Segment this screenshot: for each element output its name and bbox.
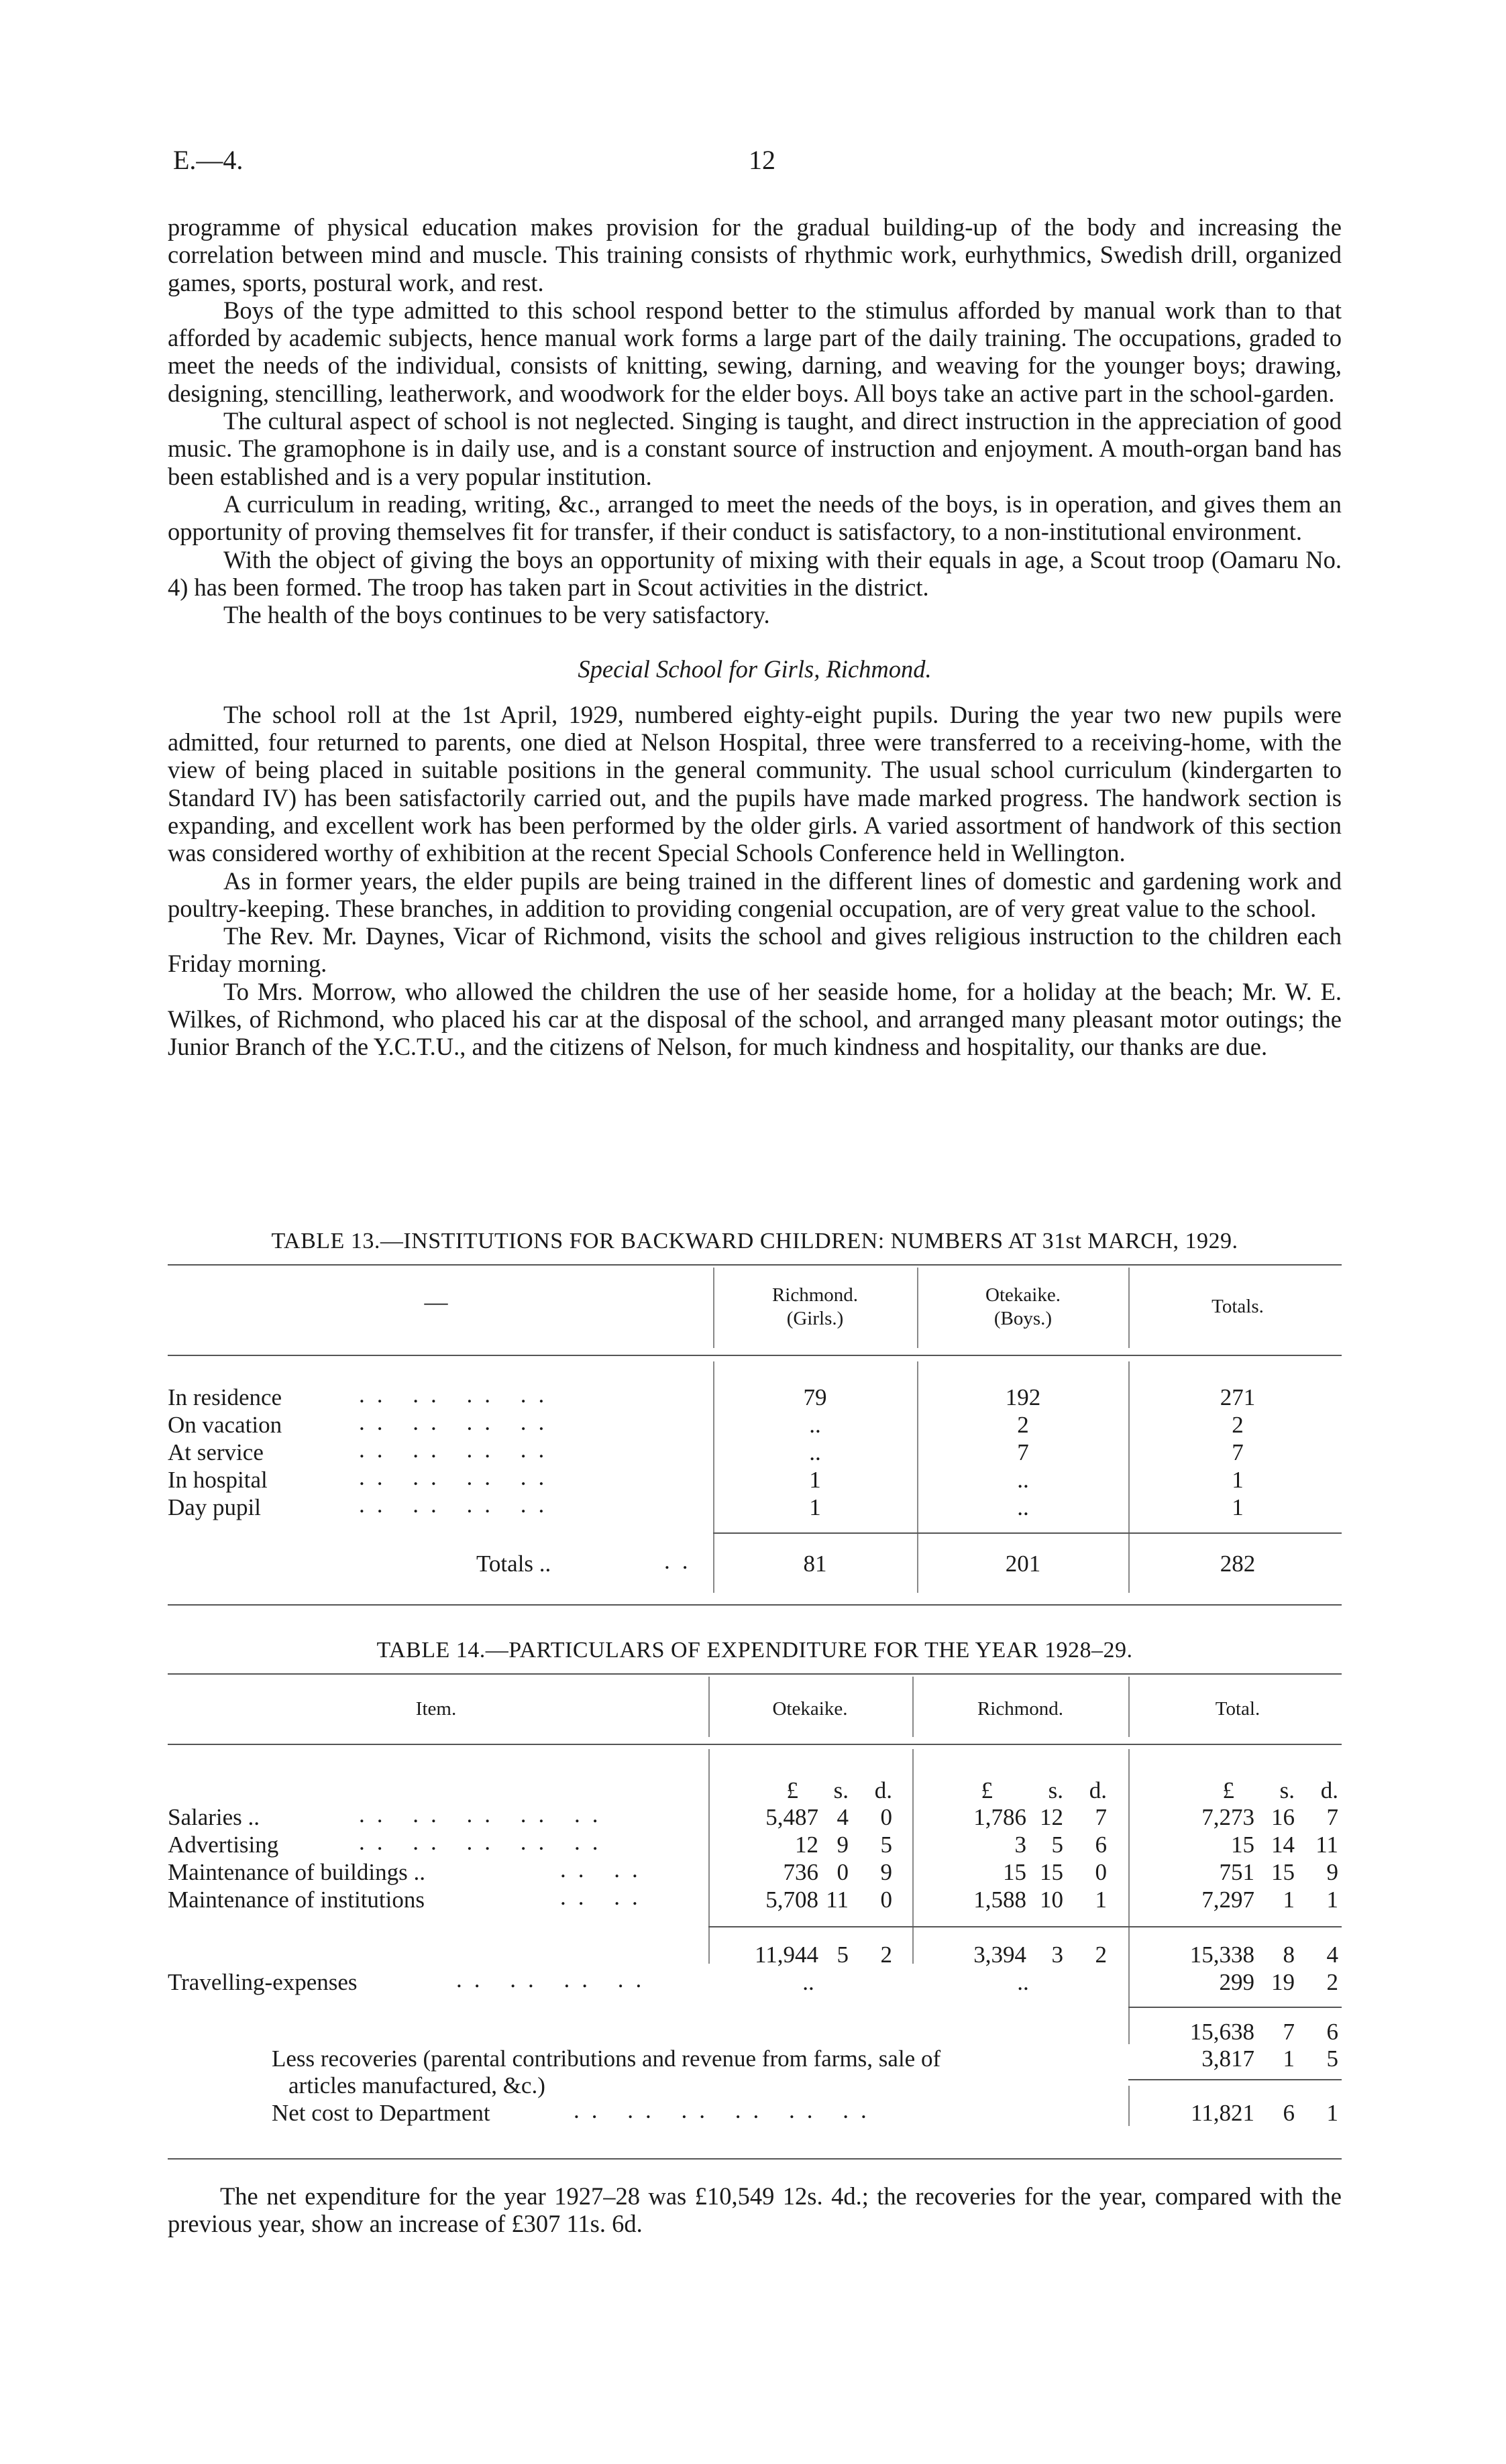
column-divider: [708, 1749, 710, 1964]
table-rule: [168, 1604, 1342, 1606]
totals-rule: [713, 1532, 1342, 1534]
cell-pounds: 1,786: [973, 1804, 1026, 1830]
unit-shillings: s.: [1048, 1777, 1063, 1803]
leader-dots: .. .. .. ..: [359, 1464, 557, 1490]
cell-empty: ..: [1017, 1969, 1029, 1995]
unit-pence: d.: [1320, 1777, 1338, 1803]
gross-rule: [1128, 2007, 1342, 2008]
less-pounds: 3,817: [1201, 2046, 1254, 2072]
totals-label: Totals ..: [476, 1551, 551, 1577]
footer-text: [168, 2182, 1342, 2238]
row-label: Travelling-expenses: [168, 1969, 358, 1995]
leader-dots: .. .. .. .. ..: [359, 1801, 610, 1828]
paragraph: programme of physical education makes provision for the gradual building-up of the body and increasing the correlation between mind and muscle. This training consists of rhythmic work, eurhythmics, Swedish drill, organized games, sports, postural work, and rest.: [168, 213, 1342, 296]
cell-otekaike: 7: [1017, 1439, 1029, 1465]
leader-dots: .. ..: [560, 1884, 650, 1910]
cell-pounds: 736: [783, 1859, 818, 1885]
row-label: Day pupil: [168, 1494, 262, 1520]
cell-otekaike: 192: [1005, 1384, 1041, 1410]
paragraph: To Mrs. Morrow, who allowed the children the use of her seaside home, for a holiday at the beach; Mr. W. E. Wilkes, of Richmond, who placed his car at the disposal of the school, and arranged many pleasant motor outings; the Junior Branch of the Y.C.T.U., and the citizens of Nelson, for much kindness and hospitality, our thanks are due.: [168, 977, 1342, 1061]
column-divider: [912, 1749, 914, 1964]
header-girls: (Girls.): [786, 1308, 844, 1329]
cell-total: 7: [1232, 1439, 1244, 1465]
table-rule: [168, 2158, 1342, 2160]
cell-pounds: 3: [1014, 1832, 1026, 1858]
net-shillings: 6: [1283, 2100, 1295, 2126]
net-pounds: 11,821: [1191, 2100, 1254, 2126]
cell-shillings: 0: [837, 1859, 849, 1885]
leader-dots: .. .. .. ..: [456, 1966, 654, 1993]
column-divider: [917, 1361, 918, 1593]
column-divider: [713, 1268, 714, 1348]
unit-shillings: s.: [1279, 1777, 1295, 1803]
subtotal-pounds: 3,394: [973, 1942, 1026, 1968]
body-text: [168, 213, 1342, 1061]
cell-pounds: 5,708: [765, 1887, 818, 1913]
subtotal-pounds: 11,944: [755, 1942, 818, 1968]
header-totals: Totals.: [1212, 1296, 1264, 1317]
cell-pounds: 5,487: [765, 1804, 818, 1830]
table-rule: [168, 1673, 1342, 1675]
paragraph: The school roll at the 1st April, 1929, numbered eighty-eight pupils. During the year two new pupils were admitted, four returned to parents, one died at Nelson Hospital, three were transferred to a receiving-home, with the view of being placed in suitable positions in the general community. The usual school curriculum (kindergarten to Standard IV) has been satisfactorily carried out, and the pupils have made marked progress. The handwork section is expanding, and excellent work has been performed by the older girls. A varied assortment of handwork of this section was considered worthy of exhibition at the recent Special Schools Conference held in Wellington.: [168, 700, 1342, 867]
table-13-caption: TABLE 13.—INSTITUTIONS FOR BACKWARD CHILDREN: NUMBERS AT 31st MARCH, 1929.: [271, 1229, 1238, 1253]
cell-shillings: 16: [1271, 1804, 1295, 1830]
total-all: 282: [1220, 1551, 1256, 1577]
unit-pence: d.: [874, 1777, 892, 1803]
unit-shillings: s.: [833, 1777, 849, 1803]
cell-total: 271: [1220, 1384, 1256, 1410]
leader-dots: .. .. .. .. .. ..: [574, 2097, 879, 2123]
column-divider: [1128, 1749, 1130, 2044]
less-shillings: 1: [1283, 2046, 1295, 2072]
paragraph: The net expenditure for the year 1927–28 was £10,549 12s. 4d.; the recoveries for the year, compared with the previous year, show an increase of £307 11s. 6d.: [168, 2182, 1342, 2238]
table-rule: [168, 1355, 1342, 1356]
cell-richmond: 1: [809, 1467, 821, 1493]
less-recoveries-label: Less recoveries (parental contributions and revenue from farms, sale of: [272, 2046, 941, 2072]
leader-dots: .. .. .. ..: [359, 1492, 557, 1518]
less-pence: 5: [1326, 2046, 1338, 2072]
header-otekaike: Otekaike.: [985, 1284, 1061, 1306]
unit-pounds: £: [981, 1777, 993, 1803]
subtotal-pounds: 15,338: [1189, 1942, 1254, 1968]
cell-shillings: 1: [1283, 1887, 1295, 1913]
subtotal-pence: 4: [1326, 1942, 1338, 1968]
paragraph: The cultural aspect of school is not neglected. Singing is taught, and direct instruction in the appreciation of good music. The gramophone is in daily use, and is a constant source of instruction and enjoyment. A mouth-organ band has been established and is a very popular institution.: [168, 407, 1342, 490]
cell-pounds: 15: [1003, 1859, 1026, 1885]
cell-total: 1: [1232, 1467, 1244, 1493]
gross-pounds: 15,638: [1189, 2019, 1254, 2045]
table-rule: [168, 1264, 1342, 1266]
subtotal-shillings: 5: [837, 1942, 849, 1968]
paragraph: As in former years, the elder pupils are being trained in the different lines of domestic and gardening work and poultry-keeping. These branches, in addition to providing congenial occupation, are of very great value to the school.: [168, 866, 1342, 922]
cell-shillings: 15: [1040, 1859, 1063, 1885]
row-label: In hospital: [168, 1467, 268, 1493]
cell-pence: 5: [880, 1832, 892, 1858]
subtotal-pence: 2: [1095, 1942, 1107, 1968]
leader-dots: .. ..: [560, 1856, 650, 1883]
net-pence: 1: [1326, 2100, 1338, 2126]
header-otekaike: Otekaike.: [772, 1698, 848, 1720]
cell-pounds: 7,273: [1201, 1804, 1254, 1830]
column-divider: [1128, 1268, 1130, 1348]
cell-pence: 7: [1095, 1804, 1107, 1830]
unit-pence: d.: [1089, 1777, 1107, 1803]
cell-pounds: 1,588: [973, 1887, 1026, 1913]
page-number: 12: [749, 145, 775, 175]
cell-pence: 1: [1095, 1887, 1107, 1913]
table-rule: [168, 1744, 1342, 1745]
row-label: Advertising: [168, 1832, 279, 1858]
blank-header: —: [424, 1289, 448, 1315]
leader-dots: .. .. .. ..: [359, 1409, 557, 1435]
header-richmond: Richmond.: [771, 1284, 859, 1306]
cell-shillings: 19: [1271, 1969, 1295, 1995]
total-richmond: 81: [803, 1551, 827, 1577]
cell-pence: 0: [880, 1804, 892, 1830]
cell-pounds: 15: [1231, 1832, 1254, 1858]
paragraph: The health of the boys continues to be very satisfactory.: [223, 601, 770, 629]
cell-pence: 1: [1326, 1887, 1338, 1913]
row-label: Maintenance of buildings ..: [168, 1859, 425, 1885]
leader-dots: .. .. .. .. ..: [359, 1829, 610, 1855]
header-richmond: Richmond.: [977, 1698, 1064, 1720]
cell-richmond: 79: [803, 1384, 827, 1410]
cell-pence: 7: [1326, 1804, 1338, 1830]
header-item: Item.: [415, 1698, 457, 1720]
cell-pence: 9: [1326, 1859, 1338, 1885]
column-divider: [708, 1677, 710, 1737]
gross-shillings: 7: [1283, 2019, 1295, 2045]
cell-shillings: 5: [1051, 1832, 1063, 1858]
leader-dots: .. .. .. ..: [359, 1382, 557, 1408]
cell-total: 2: [1232, 1412, 1244, 1438]
cell-shillings: 12: [1040, 1804, 1063, 1830]
cell-pence: 0: [1095, 1859, 1107, 1885]
unit-pounds: £: [1222, 1777, 1234, 1803]
header-boys: (Boys.): [993, 1308, 1053, 1329]
row-label: Salaries ..: [168, 1804, 260, 1830]
less-recoveries-label-cont: articles manufactured, &c.): [288, 2072, 545, 2098]
paragraph: A curriculum in reading, writing, &c., arranged to meet the needs of the boys, is in operation, and gives them an opportunity of proving themselves fit for transfer, if their conduct is satisfactory, to a non-institutional environment.: [168, 490, 1342, 546]
cell-empty: ..: [802, 1969, 814, 1995]
cell-pence: 11: [1315, 1832, 1338, 1858]
column-divider: [1128, 1677, 1130, 1737]
column-divider: [912, 1677, 914, 1737]
cell-shillings: 15: [1271, 1859, 1295, 1885]
cell-pounds: 7,297: [1201, 1887, 1254, 1913]
paragraph: With the object of giving the boys an opportunity of mixing with their equals in age, a Scout troop (Oamaru No. 4) has been formed. The troop has taken part in Scout activities in the district.: [168, 545, 1342, 601]
column-divider: [1128, 2086, 1130, 2126]
subtotal-shillings: 3: [1051, 1942, 1063, 1968]
cell-otekaike: ..: [1017, 1467, 1029, 1493]
leader-dots: ..: [664, 1548, 700, 1574]
row-label: On vacation: [168, 1412, 282, 1438]
table-14-caption: TABLE 14.—PARTICULARS OF EXPENDITURE FOR THE YEAR 1928–29.: [376, 1638, 1133, 1663]
cell-pence: 2: [1326, 1969, 1338, 1995]
row-label: In residence: [168, 1384, 282, 1410]
cell-pounds: 299: [1219, 1969, 1254, 1995]
net-rule: [1128, 2079, 1342, 2080]
paragraph: Boys of the type admitted to this school respond better to the stimulus afforded by manual work than to that afforded by academic subjects, hence manual work forms a large part of the daily training. The occupations, graded to meet the needs of the individual, consists of knitting, sewing, darning, and weaving for the younger boys; drawing, designing, stencilling, leatherwork, and woodwork for the elder boys. All boys take an active part in the school-garden.: [168, 296, 1342, 407]
page-header: [173, 144, 1335, 178]
net-cost-label: Net cost to Department: [272, 2100, 490, 2126]
cell-pence: 9: [880, 1859, 892, 1885]
column-divider: [713, 1361, 714, 1593]
cell-shillings: 11: [826, 1887, 849, 1913]
cell-pounds: 12: [795, 1832, 818, 1858]
row-label: Maintenance of institutions: [168, 1887, 425, 1913]
row-label: At service: [168, 1439, 264, 1465]
cell-pounds: 751: [1219, 1859, 1254, 1885]
section-heading: Special School for Girls, Richmond.: [578, 655, 932, 683]
cell-total: 1: [1232, 1494, 1244, 1520]
cell-richmond: ..: [809, 1412, 821, 1438]
cell-shillings: 4: [837, 1804, 849, 1830]
leader-dots: .. .. .. ..: [359, 1437, 557, 1463]
paragraph: The Rev. Mr. Daynes, Vicar of Richmond, visits the school and gives religious instruction to the children each Friday morning.: [168, 922, 1342, 978]
cell-shillings: 9: [837, 1832, 849, 1858]
cell-richmond: ..: [809, 1439, 821, 1465]
column-divider: [1128, 1361, 1130, 1593]
cell-pence: 6: [1095, 1832, 1107, 1858]
gross-pence: 6: [1326, 2019, 1338, 2045]
subtotal-pence: 2: [880, 1942, 892, 1968]
cell-richmond: 1: [809, 1494, 821, 1520]
cell-otekaike: 2: [1017, 1412, 1029, 1438]
subtotal-shillings: 8: [1283, 1942, 1295, 1968]
document-reference: E.—4.: [173, 145, 244, 175]
unit-pounds: £: [786, 1777, 798, 1803]
cell-pence: 0: [880, 1887, 892, 1913]
subtotal-rule: [708, 1926, 1342, 1927]
column-divider: [917, 1268, 918, 1348]
cell-otekaike: ..: [1017, 1494, 1029, 1520]
total-otekaike: 201: [1005, 1551, 1041, 1577]
cell-shillings: 14: [1271, 1832, 1295, 1858]
header-total: Total.: [1215, 1698, 1260, 1720]
cell-shillings: 10: [1040, 1887, 1063, 1913]
